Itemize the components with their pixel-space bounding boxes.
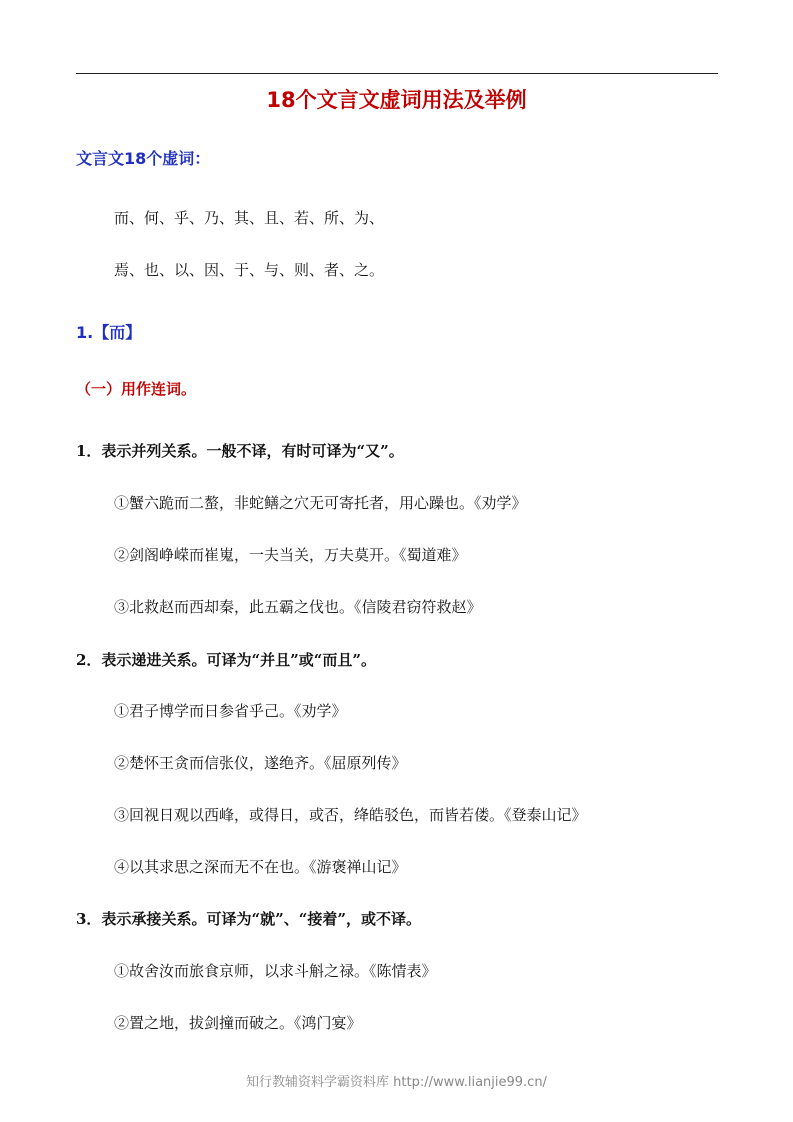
top-rule [76, 73, 718, 74]
example-line: ③北救赵而西却秦，此五霸之伐也。《信陵君窃符救赵》 [114, 598, 482, 616]
section-heading-er: 1.【而】 [76, 323, 142, 342]
example-line: ④以其求思之深而无不在也。《游褒禅山记》 [114, 858, 407, 876]
footer-watermark: 知行教辅资料学霸资料库 http://www.lianjie99.cn/ [246, 1075, 547, 1090]
example-line: ②置之地，拔剑撞而破之。《鸿门宴》 [114, 1014, 362, 1032]
example-line: ①蟹六跪而二螯，非蛇鳝之穴无可寄托者，用心躁也。《劝学》 [114, 494, 527, 512]
usage-point-1: 1．表示并列关系。一般不译，有时可译为“又”。 [76, 442, 404, 460]
example-line: ①君子博学而日参省乎己。《劝学》 [114, 702, 347, 720]
usage-point-2: 2．表示递进关系。可译为“并且”或“而且”。 [76, 651, 376, 669]
example-line: ①故舍汝而旅食京师，以求斗斛之禄。《陈情表》 [114, 962, 437, 980]
usage-point-3: 3．表示承接关系。可译为“就”、“接着”，或不译。 [76, 910, 421, 928]
page-title: 18个文言文虚词用法及举例 [266, 88, 527, 112]
intro-heading: 文言文18个虚词： [76, 149, 211, 168]
example-line: ②楚怀王贪而信张仪，遂绝齐。《屈原列传》 [114, 754, 407, 772]
subsection-heading-conjunction: （一）用作连词。 [76, 380, 197, 398]
example-line: ②剑阁峥嵘而崔嵬，一夫当关，万夫莫开。《蜀道难》 [114, 546, 467, 564]
particle-list-line-1: 而、何、乎、乃、其、且、若、所、为、 [114, 209, 385, 227]
particle-list-line-2: 焉、也、以、因、于、与、则、者、之。 [114, 261, 385, 279]
example-line: ③回视日观以西峰，或得日，或否，绛皓驳色，而皆若偻。《登泰山记》 [114, 806, 587, 824]
